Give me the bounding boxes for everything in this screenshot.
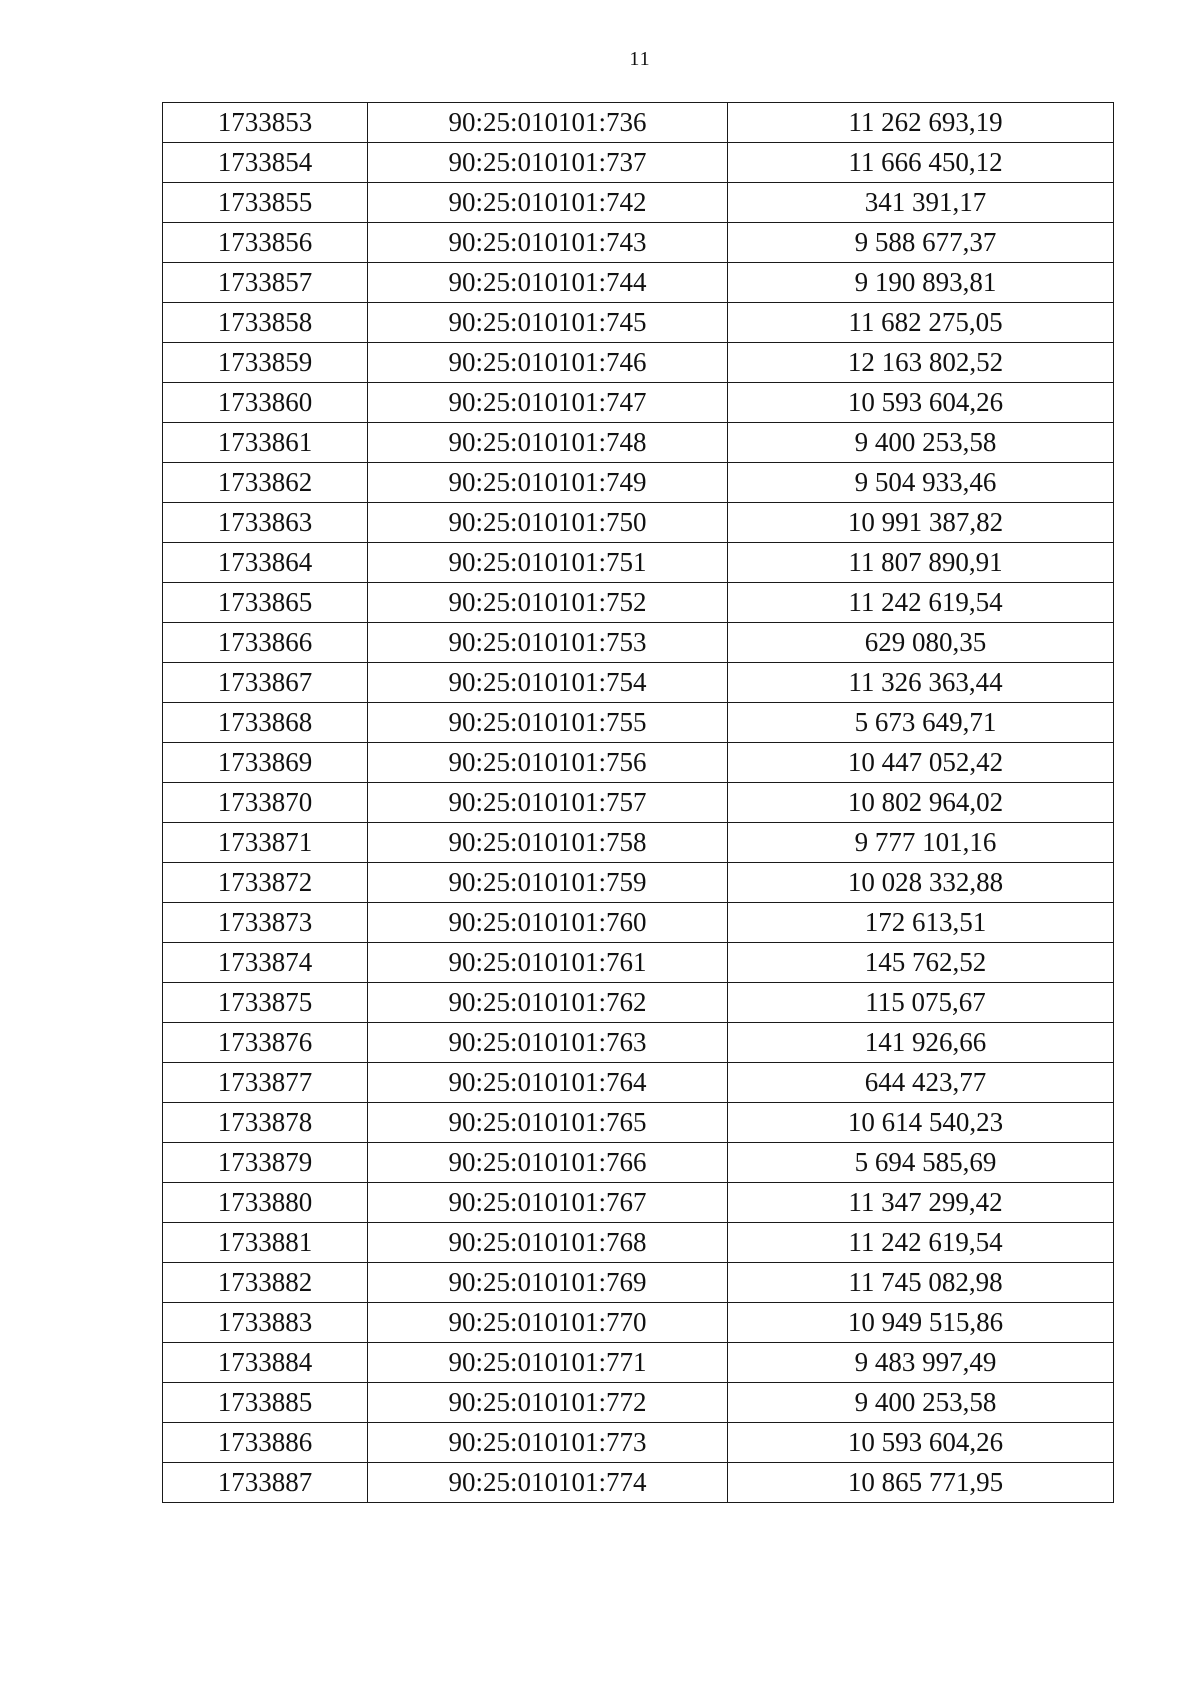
table-row	[163, 903, 1114, 943]
cadastral-value-cell: 9 483 997,49	[728, 1343, 1114, 1383]
cadastral-value-cell: 10 028 332,88	[728, 863, 1114, 903]
cadastral-value-table	[162, 102, 1114, 1503]
record-number-cell: 1733870	[163, 783, 368, 823]
table-row	[163, 583, 1114, 623]
record-number-cell: 1733868	[163, 703, 368, 743]
cadastral-number-cell: 90:25:010101:770	[368, 1303, 728, 1343]
record-number-cell: 1733878	[163, 1103, 368, 1143]
record-number-cell: 1733882	[163, 1263, 368, 1303]
cadastral-number-cell: 90:25:010101:759	[368, 863, 728, 903]
cadastral-number-cell: 90:25:010101:766	[368, 1143, 728, 1183]
cadastral-value-cell: 115 075,67	[728, 983, 1114, 1023]
record-number-cell: 1733885	[163, 1383, 368, 1423]
cadastral-value-cell: 11 666 450,12	[728, 143, 1114, 183]
cadastral-number-cell: 90:25:010101:760	[368, 903, 728, 943]
record-number-cell: 1733869	[163, 743, 368, 783]
cadastral-value-cell: 10 991 387,82	[728, 503, 1114, 543]
table-row	[163, 423, 1114, 463]
record-number-cell: 1733859	[163, 343, 368, 383]
table-row	[163, 303, 1114, 343]
record-number-cell: 1733864	[163, 543, 368, 583]
table-row	[163, 263, 1114, 303]
cadastral-value-cell: 145 762,52	[728, 943, 1114, 983]
cadastral-number-cell: 90:25:010101:753	[368, 623, 728, 663]
table-row	[163, 503, 1114, 543]
cadastral-number-cell: 90:25:010101:772	[368, 1383, 728, 1423]
cadastral-value-cell: 341 391,17	[728, 183, 1114, 223]
table-row	[163, 703, 1114, 743]
table-row	[163, 1223, 1114, 1263]
record-number-cell: 1733879	[163, 1143, 368, 1183]
record-number-cell: 1733865	[163, 583, 368, 623]
cadastral-number-cell: 90:25:010101:744	[368, 263, 728, 303]
cadastral-number-cell: 90:25:010101:751	[368, 543, 728, 583]
cadastral-number-cell: 90:25:010101:758	[368, 823, 728, 863]
cadastral-number-cell: 90:25:010101:746	[368, 343, 728, 383]
cadastral-value-cell: 9 400 253,58	[728, 1383, 1114, 1423]
cadastral-value-cell: 10 593 604,26	[728, 383, 1114, 423]
cadastral-number-cell: 90:25:010101:755	[368, 703, 728, 743]
cadastral-value-cell: 11 242 619,54	[728, 1223, 1114, 1263]
cadastral-value-cell: 10 865 771,95	[728, 1463, 1114, 1503]
record-number-cell: 1733853	[163, 103, 368, 143]
cadastral-number-cell: 90:25:010101:749	[368, 463, 728, 503]
record-number-cell: 1733861	[163, 423, 368, 463]
record-number-cell: 1733854	[163, 143, 368, 183]
cadastral-value-cell: 11 262 693,19	[728, 103, 1114, 143]
cadastral-value-cell: 11 347 299,42	[728, 1183, 1114, 1223]
cadastral-value-cell: 10 593 604,26	[728, 1423, 1114, 1463]
record-number-cell: 1733880	[163, 1183, 368, 1223]
cadastral-number-cell: 90:25:010101:762	[368, 983, 728, 1023]
cadastral-number-cell: 90:25:010101:745	[368, 303, 728, 343]
record-number-cell: 1733858	[163, 303, 368, 343]
cadastral-value-cell: 12 163 802,52	[728, 343, 1114, 383]
table-row	[163, 943, 1114, 983]
cadastral-number-cell: 90:25:010101:763	[368, 1023, 728, 1063]
table-row	[163, 983, 1114, 1023]
cadastral-value-cell: 141 926,66	[728, 1023, 1114, 1063]
cadastral-value-cell: 10 447 052,42	[728, 743, 1114, 783]
table-row	[163, 623, 1114, 663]
table-row	[163, 1063, 1114, 1103]
cadastral-number-cell: 90:25:010101:750	[368, 503, 728, 543]
table-row	[163, 1183, 1114, 1223]
table-body	[163, 103, 1114, 1503]
table-row	[163, 543, 1114, 583]
table-row	[163, 463, 1114, 503]
table-row	[163, 103, 1114, 143]
cadastral-value-cell: 11 242 619,54	[728, 583, 1114, 623]
cadastral-value-cell: 172 613,51	[728, 903, 1114, 943]
cadastral-value-cell: 9 777 101,16	[728, 823, 1114, 863]
record-number-cell: 1733874	[163, 943, 368, 983]
cadastral-number-cell: 90:25:010101:769	[368, 1263, 728, 1303]
cadastral-number-cell: 90:25:010101:752	[368, 583, 728, 623]
table-row	[163, 1143, 1114, 1183]
cadastral-number-cell: 90:25:010101:767	[368, 1183, 728, 1223]
cadastral-value-cell: 5 694 585,69	[728, 1143, 1114, 1183]
table-row	[163, 1023, 1114, 1063]
table-row	[163, 1103, 1114, 1143]
table-row	[163, 383, 1114, 423]
record-number-cell: 1733873	[163, 903, 368, 943]
record-number-cell: 1733872	[163, 863, 368, 903]
table-row	[163, 1263, 1114, 1303]
cadastral-value-cell: 644 423,77	[728, 1063, 1114, 1103]
table-row	[163, 223, 1114, 263]
cadastral-number-cell: 90:25:010101:768	[368, 1223, 728, 1263]
cadastral-number-cell: 90:25:010101:736	[368, 103, 728, 143]
cadastral-number-cell: 90:25:010101:756	[368, 743, 728, 783]
cadastral-number-cell: 90:25:010101:743	[368, 223, 728, 263]
cadastral-value-cell: 11 745 082,98	[728, 1263, 1114, 1303]
cadastral-number-cell: 90:25:010101:774	[368, 1463, 728, 1503]
record-number-cell: 1733855	[163, 183, 368, 223]
cadastral-value-cell: 9 504 933,46	[728, 463, 1114, 503]
table-row	[163, 1343, 1114, 1383]
cadastral-value-cell: 5 673 649,71	[728, 703, 1114, 743]
record-number-cell: 1733884	[163, 1343, 368, 1383]
record-number-cell: 1733866	[163, 623, 368, 663]
cadastral-value-cell: 11 807 890,91	[728, 543, 1114, 583]
record-number-cell: 1733883	[163, 1303, 368, 1343]
record-number-cell: 1733886	[163, 1423, 368, 1463]
record-number-cell: 1733871	[163, 823, 368, 863]
table-row	[163, 1423, 1114, 1463]
record-number-cell: 1733867	[163, 663, 368, 703]
cadastral-number-cell: 90:25:010101:765	[368, 1103, 728, 1143]
cadastral-value-cell: 629 080,35	[728, 623, 1114, 663]
record-number-cell: 1733857	[163, 263, 368, 303]
cadastral-value-cell: 11 326 363,44	[728, 663, 1114, 703]
cadastral-number-cell: 90:25:010101:737	[368, 143, 728, 183]
record-number-cell: 1733881	[163, 1223, 368, 1263]
table-row	[163, 343, 1114, 383]
cadastral-number-cell: 90:25:010101:754	[368, 663, 728, 703]
cadastral-number-cell: 90:25:010101:757	[368, 783, 728, 823]
cadastral-number-cell: 90:25:010101:747	[368, 383, 728, 423]
cadastral-number-cell: 90:25:010101:748	[368, 423, 728, 463]
record-number-cell: 1733862	[163, 463, 368, 503]
record-number-cell: 1733856	[163, 223, 368, 263]
cadastral-number-cell: 90:25:010101:761	[368, 943, 728, 983]
cadastral-value-cell: 9 588 677,37	[728, 223, 1114, 263]
table-row	[163, 863, 1114, 903]
page-number: 11	[629, 48, 651, 70]
table-row	[163, 1303, 1114, 1343]
record-number-cell: 1733887	[163, 1463, 368, 1503]
record-number-cell: 1733876	[163, 1023, 368, 1063]
record-number-cell: 1733875	[163, 983, 368, 1023]
record-number-cell: 1733860	[163, 383, 368, 423]
cadastral-value-cell: 11 682 275,05	[728, 303, 1114, 343]
cadastral-number-cell: 90:25:010101:771	[368, 1343, 728, 1383]
table-row	[163, 1463, 1114, 1503]
table-row	[163, 183, 1114, 223]
record-number-cell: 1733877	[163, 1063, 368, 1103]
cadastral-number-cell: 90:25:010101:742	[368, 183, 728, 223]
table-row	[163, 823, 1114, 863]
cadastral-value-cell: 10 614 540,23	[728, 1103, 1114, 1143]
cadastral-value-cell: 10 802 964,02	[728, 783, 1114, 823]
cadastral-value-cell: 9 190 893,81	[728, 263, 1114, 303]
table-row	[163, 783, 1114, 823]
cadastral-value-cell: 10 949 515,86	[728, 1303, 1114, 1343]
record-number-cell: 1733863	[163, 503, 368, 543]
table-row	[163, 143, 1114, 183]
cadastral-number-cell: 90:25:010101:764	[368, 1063, 728, 1103]
table-row	[163, 1383, 1114, 1423]
cadastral-number-cell: 90:25:010101:773	[368, 1423, 728, 1463]
table-row	[163, 663, 1114, 703]
cadastral-value-cell: 9 400 253,58	[728, 423, 1114, 463]
table-row	[163, 743, 1114, 783]
